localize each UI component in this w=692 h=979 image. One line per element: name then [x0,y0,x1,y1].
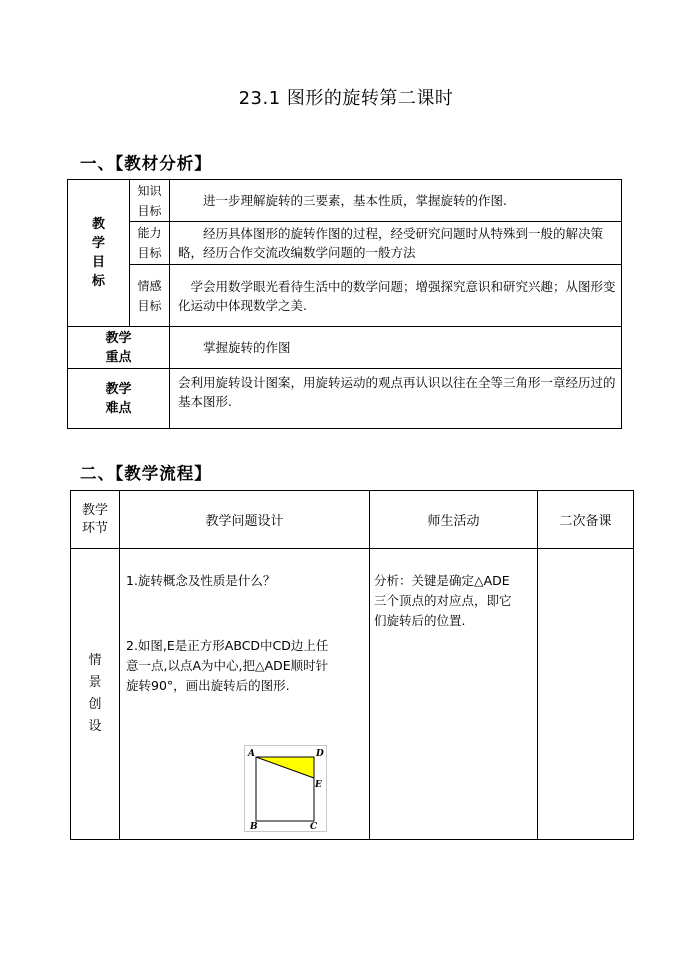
ability-objective-label: 能力 目标 [130,222,170,265]
header-design: 教学问题设计 [120,491,370,549]
label-b: B [250,822,258,832]
difficulty-label: 教学 难点 [68,369,170,429]
knowledge-objective-text: 进一步理解旋转的三要素，基本性质，掌握旋转的作图. [170,180,622,222]
difficulty-text: 会利用旋转设计图案，用旋转运动的观点再认识以往在全等三角形一章经历过的基本图形. [170,369,622,429]
knowledge-objective-label: 知识 目标 [130,180,170,222]
label-c: C [310,822,318,832]
question-1: 1.旋转概念及性质是什么？ [126,573,276,588]
analysis-table [67,179,622,429]
header-activity: 师生活动 [370,491,538,549]
objectives-label: 教 学 目 标 [68,180,130,327]
question-2: 2.如图,E是正方形ABCD中CD边上任 意一点,以点A为中心,把△ADE顺时针 旋转90°，画出旋转后的图形. [126,638,329,693]
key-point-text: 掌握旋转的作图 [170,327,622,369]
section-heading-flow: 二、【教学流程】 [80,464,212,483]
analysis-text: 分析：关键是确定△ADE 三个顶点的对应点，即它 们旋转后的位置. [374,573,512,628]
emotion-objective-text: 学会用数学眼光看待生活中的数学问题；增强探究意识和研究兴趣；从图形变化运动中体现数学之美. [170,265,622,327]
page-title: 23.1 图形的旋转第二课时 [238,88,454,109]
square-figure [244,745,328,833]
stage-label: 情 景 创 设 [71,549,120,840]
backup-cell [538,549,634,840]
header-backup: 二次备课 [538,491,634,549]
label-d: D [316,749,324,759]
emotion-objective-label: 情感 目标 [130,265,170,327]
label-e: E [315,780,322,790]
ability-objective-text: 经历具体图形的旋转作图的过程，经受研究问题时从特殊到一般的解决策略，经历合作交流改编数学问题的一般方法 [170,222,622,265]
label-a: A [248,749,255,759]
section-heading-analysis: 一、【教材分析】 [80,154,212,173]
key-point-label: 教学 重点 [68,327,170,369]
header-stage: 教学 环节 [71,491,120,549]
